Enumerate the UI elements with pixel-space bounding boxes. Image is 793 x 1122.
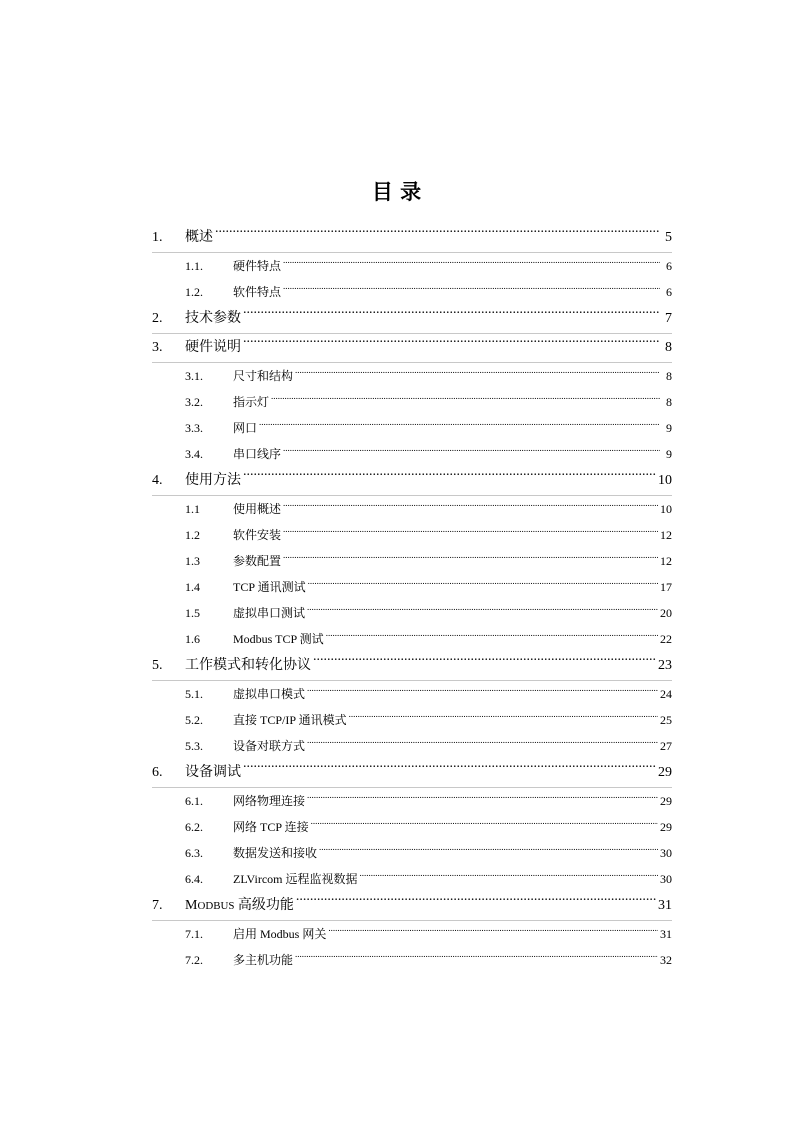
toc-section-entry[interactable] xyxy=(152,814,672,840)
toc-page-number: 22 xyxy=(660,632,672,646)
dot-leader xyxy=(271,394,660,406)
dot-leader xyxy=(307,738,658,750)
toc-page-number: 27 xyxy=(660,739,672,753)
toc-page-number: 12 xyxy=(660,554,672,568)
toc-chapter-entry[interactable] xyxy=(152,759,672,788)
toc-entry-title[interactable]: 工作模式和转化协议 xyxy=(185,658,311,673)
toc-entry-number: 1.1. xyxy=(185,259,203,273)
toc-page-number: 7 xyxy=(665,311,672,326)
toc-page-number: 30 xyxy=(660,846,672,860)
toc-entry-title[interactable]: 网络物理连接 xyxy=(233,794,306,808)
toc-section-entry[interactable] xyxy=(152,866,672,892)
toc-page-number: 9 xyxy=(666,447,672,461)
toc-entry-title[interactable]: 虚拟串口模式 xyxy=(233,687,306,701)
dot-leader xyxy=(308,579,658,591)
toc-entry-title[interactable]: 网口 xyxy=(233,421,258,435)
toc-entry-number: 5.3. xyxy=(185,739,203,753)
toc-section-entry[interactable] xyxy=(152,840,672,866)
dot-leader xyxy=(326,631,658,643)
toc-entry-title[interactable]: 参数配置 xyxy=(233,554,282,568)
dot-leader xyxy=(360,871,659,883)
toc-entry-number: 5. xyxy=(152,658,163,673)
dot-leader xyxy=(283,501,658,513)
toc-page-number: 24 xyxy=(660,687,672,701)
dot-leader xyxy=(283,527,658,539)
toc-entry-number: 6.1. xyxy=(185,794,203,808)
toc-section-entry[interactable] xyxy=(152,522,672,548)
toc-section-entry[interactable] xyxy=(152,681,672,707)
toc-entry-number: 7. xyxy=(152,898,163,913)
toc-page-number: 29 xyxy=(660,794,672,808)
toc-entry-number: 1.5 xyxy=(185,606,200,620)
toc-entry-title[interactable]: 网络 TCP 连接 xyxy=(233,820,309,834)
toc-page-number: 29 xyxy=(660,820,672,834)
toc-chapter-entry[interactable] xyxy=(152,224,672,253)
toc-section-entry[interactable] xyxy=(152,389,672,415)
toc-page-number: 17 xyxy=(660,580,672,594)
toc-page-number: 32 xyxy=(660,953,672,967)
toc-entry-title[interactable]: 数据发送和接收 xyxy=(233,846,318,860)
toc-section-entry[interactable] xyxy=(152,253,672,279)
toc-entry-title[interactable]: 设备调试 xyxy=(185,765,241,780)
dot-leader xyxy=(259,420,660,432)
toc-entry-title[interactable]: 使用概述 xyxy=(233,502,282,516)
toc-entry-number: 1. xyxy=(152,230,163,245)
toc-entry-number: 5.1. xyxy=(185,687,203,701)
toc-entry-title[interactable]: 虚拟串口测试 xyxy=(233,606,306,620)
toc-entry-title[interactable]: 概述 xyxy=(185,230,213,245)
toc-entry-title[interactable]: 设备对联方式 xyxy=(233,739,306,753)
toc-page-number: 8 xyxy=(665,340,672,355)
dot-leader xyxy=(215,227,660,241)
toc-entry-number: 2. xyxy=(152,311,163,326)
toc-entry-number: 3.3. xyxy=(185,421,203,435)
toc-section-entry[interactable] xyxy=(152,279,672,305)
toc-entry-number: 3.1. xyxy=(185,369,203,383)
dot-leader xyxy=(311,819,658,831)
toc-entry-title[interactable]: Modbus TCP 测试 xyxy=(233,632,324,646)
toc-entry-number: 1.2 xyxy=(185,528,200,542)
toc-entry-title[interactable]: 使用方法 xyxy=(185,473,241,488)
table-of-contents xyxy=(152,224,672,973)
toc-section-entry[interactable] xyxy=(152,548,672,574)
toc-entry-number: 1.4 xyxy=(185,580,200,594)
toc-page-number: 6 xyxy=(666,259,672,273)
dot-leader xyxy=(349,712,658,724)
toc-section-entry[interactable] xyxy=(152,363,672,389)
toc-entry-title[interactable]: MODBUS 高级功能 xyxy=(185,898,294,913)
toc-page-number: 10 xyxy=(660,502,672,516)
toc-entry-title[interactable]: 指示灯 xyxy=(233,395,270,409)
dot-leader xyxy=(307,605,658,617)
toc-entry-number: 7.1. xyxy=(185,927,203,941)
dot-leader xyxy=(313,655,656,669)
dot-leader xyxy=(295,368,660,380)
toc-entry-number: 4. xyxy=(152,473,163,488)
toc-entry-title[interactable]: 硬件说明 xyxy=(185,340,241,355)
toc-page-number: 6 xyxy=(666,285,672,299)
toc-page-number: 29 xyxy=(658,765,672,780)
toc-page-number: 12 xyxy=(660,528,672,542)
toc-page-number: 10 xyxy=(658,473,672,488)
toc-page-number: 8 xyxy=(666,369,672,383)
dot-leader xyxy=(296,895,656,909)
toc-chapter-entry[interactable] xyxy=(152,467,672,496)
toc-section-entry[interactable] xyxy=(152,947,672,973)
toc-page-number: 20 xyxy=(660,606,672,620)
toc-chapter-entry[interactable] xyxy=(152,334,672,363)
toc-chapter-entry[interactable] xyxy=(152,305,672,334)
toc-section-entry[interactable] xyxy=(152,600,672,626)
toc-section-entry[interactable] xyxy=(152,415,672,441)
toc-section-entry[interactable] xyxy=(152,921,672,947)
toc-entry-number: 6.4. xyxy=(185,872,203,886)
dot-leader xyxy=(243,762,656,776)
toc-page-number: 8 xyxy=(666,395,672,409)
dot-leader xyxy=(243,337,660,351)
dot-leader xyxy=(283,258,660,270)
toc-entry-title[interactable]: 启用 Modbus 网关 xyxy=(233,927,327,941)
toc-entry-number: 7.2. xyxy=(185,953,203,967)
dot-leader xyxy=(328,926,658,938)
toc-entry-number: 1.3 xyxy=(185,554,200,568)
dot-leader xyxy=(295,952,658,964)
dot-leader xyxy=(307,686,658,698)
toc-page-number: 31 xyxy=(660,927,672,941)
toc-title: 目 录 xyxy=(371,180,422,204)
toc-entry-number: 3.4. xyxy=(185,447,203,461)
toc-page-number: 25 xyxy=(660,713,672,727)
toc-chapter-entry[interactable] xyxy=(152,892,672,921)
toc-entry-number: 6.3. xyxy=(185,846,203,860)
toc-section-entry[interactable] xyxy=(152,496,672,522)
toc-page-number: 5 xyxy=(665,230,672,245)
toc-entry-number: 1.6 xyxy=(185,632,200,646)
toc-section-entry[interactable] xyxy=(152,788,672,814)
toc-entry-title[interactable]: ZLVircom 远程监视数据 xyxy=(233,872,358,886)
toc-page-number: 30 xyxy=(660,872,672,886)
toc-section-entry[interactable] xyxy=(152,626,672,652)
toc-entry-title[interactable]: TCP 通讯测试 xyxy=(233,580,306,594)
toc-entry-number: 6.2. xyxy=(185,820,203,834)
dot-leader xyxy=(283,553,658,565)
toc-entry-number: 6. xyxy=(152,765,163,780)
toc-chapter-entry[interactable] xyxy=(152,652,672,681)
toc-section-entry[interactable] xyxy=(152,574,672,600)
toc-entry-title[interactable]: 软件特点 xyxy=(233,285,282,299)
toc-page-number: 23 xyxy=(658,658,672,673)
toc-page-number: 9 xyxy=(666,421,672,435)
dot-leader xyxy=(307,793,658,805)
dot-leader xyxy=(283,284,660,296)
toc-entry-title[interactable]: 技术参数 xyxy=(185,311,241,326)
toc-entry-title[interactable]: 串口线序 xyxy=(233,447,282,461)
toc-section-entry[interactable] xyxy=(152,441,672,467)
dot-leader xyxy=(283,446,660,458)
toc-entry-number: 3.2. xyxy=(185,395,203,409)
dot-leader xyxy=(243,308,660,322)
toc-entry-title[interactable]: 尺寸和结构 xyxy=(233,369,294,383)
toc-page-number: 31 xyxy=(658,898,672,913)
toc-entry-title[interactable]: 多主机功能 xyxy=(233,953,294,967)
toc-entry-number: 5.2. xyxy=(185,713,203,727)
toc-entry-title[interactable]: 直接 TCP/IP 通讯模式 xyxy=(233,713,347,727)
toc-entry-title[interactable]: 硬件特点 xyxy=(233,259,282,273)
dot-leader xyxy=(243,470,656,484)
toc-entry-number: 1.1 xyxy=(185,502,200,516)
toc-section-entry[interactable] xyxy=(152,707,672,733)
toc-entry-number: 3. xyxy=(152,340,163,355)
dot-leader xyxy=(319,845,658,857)
toc-entry-title[interactable]: 软件安装 xyxy=(233,528,282,542)
toc-section-entry[interactable] xyxy=(152,733,672,759)
toc-entry-number: 1.2. xyxy=(185,285,203,299)
